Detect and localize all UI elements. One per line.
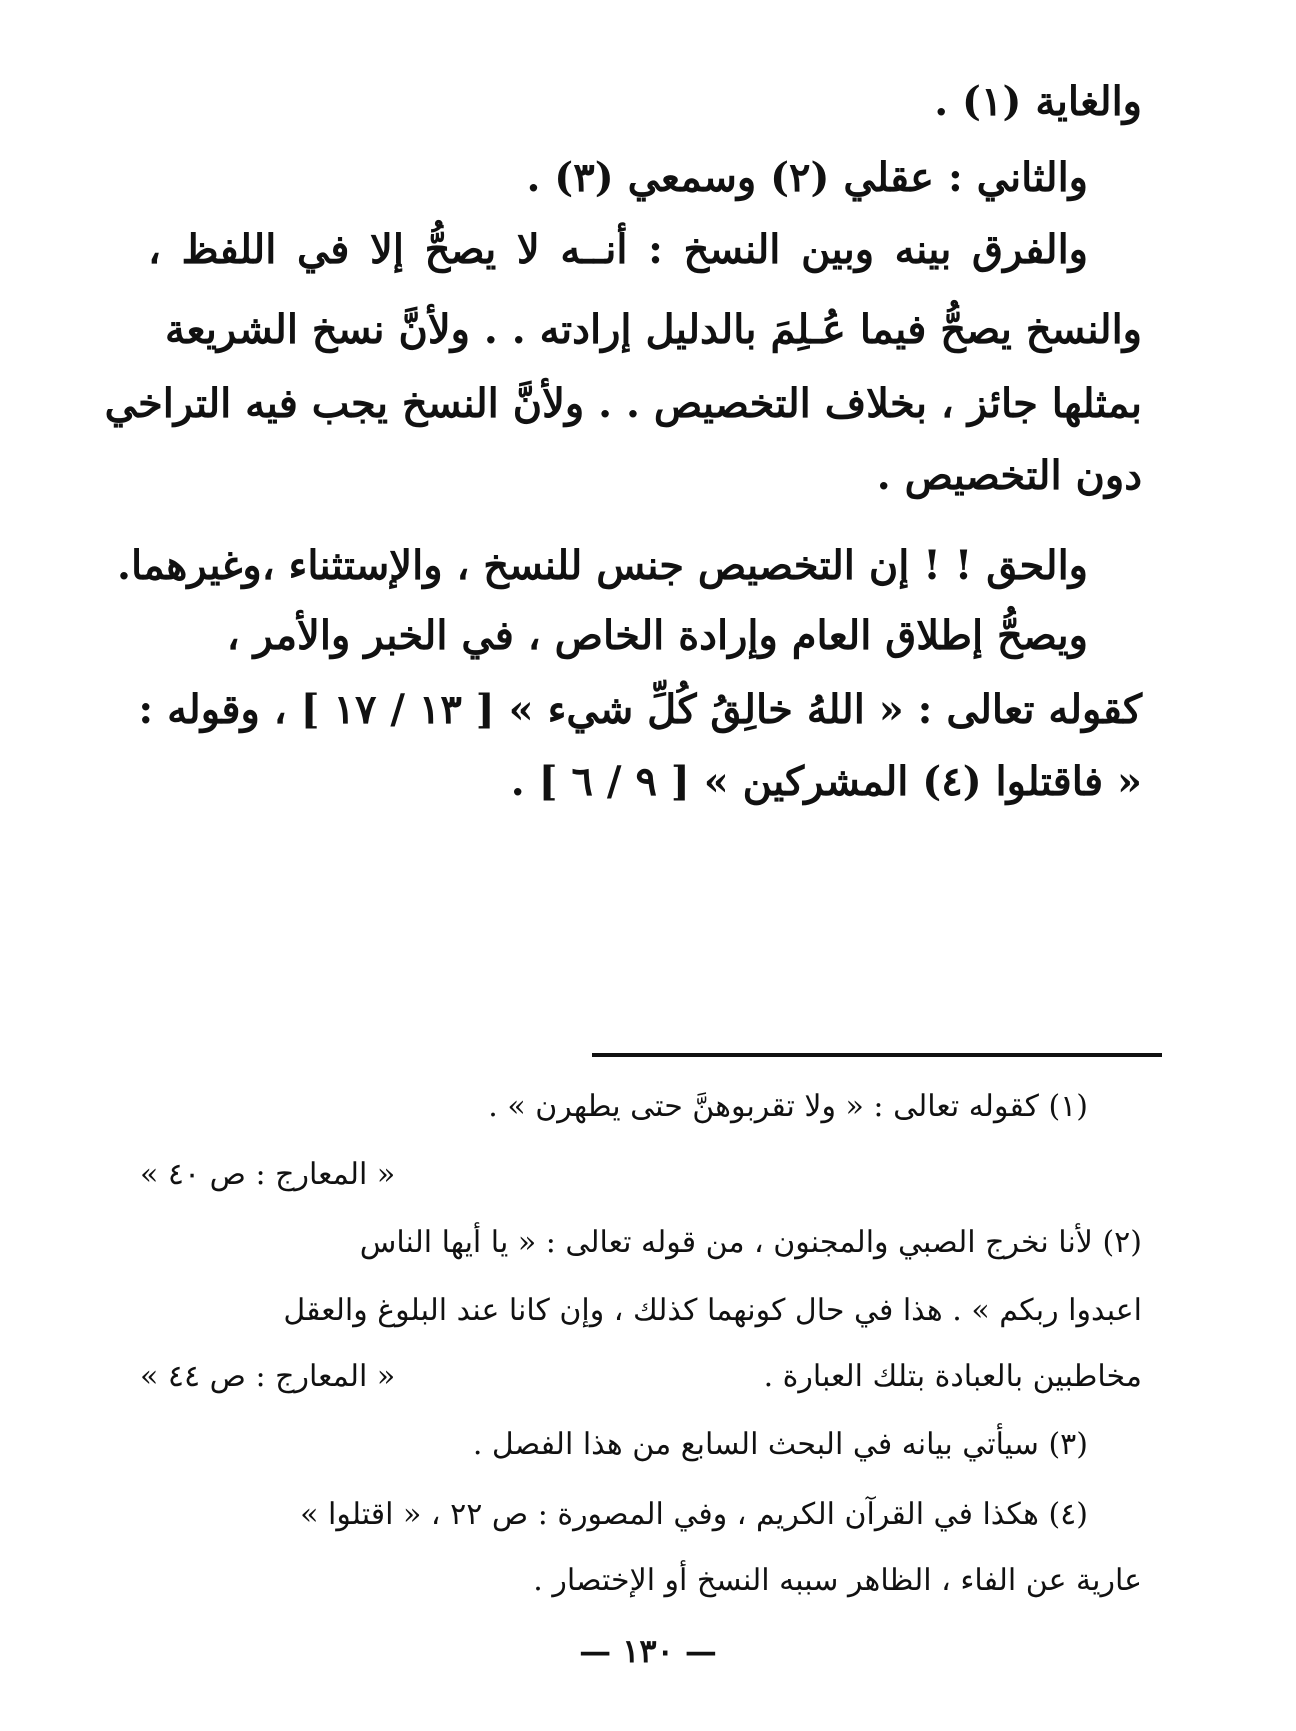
footnote-4-line-2: عارية عن الفاء ، الظاهر سببه النسخ أو الإختصار .	[533, 1563, 1142, 1598]
footnote-2-line-2: اعبدوا ربكم » . هذا في حال كونهما كذلك ، وإن كانا عند البلوغ والعقل	[283, 1293, 1142, 1328]
footnote-1: (١) كقوله تعالى : « ولا تقربوهنَّ حتى يطهرن » .	[488, 1089, 1088, 1124]
body-line-1: والغاية (١) .	[934, 78, 1142, 125]
footnote-2-line-1: (٢) لأنا نخرج الصبي والمجنون ، من قوله تعالى : « يا أيها الناس	[359, 1225, 1142, 1260]
body-line-9: كقوله تعالى : « اللهُ خالِقُ كُلِّ شيء » [ ١٣ / ١٧ ] ، وقوله :	[138, 686, 1142, 733]
footnote-divider	[592, 1053, 1162, 1057]
body-line-5: بمثلها جائز ، بخلاف التخصيص . . ولأنَّ النسخ يجب فيه التراخي	[104, 380, 1142, 427]
body-line-7: والحق ! ! إن التخصيص جنس للنسخ ، والإستثناء ،وغيرهما.	[117, 542, 1088, 589]
footnote-2-line-3: مخاطبين بالعبادة بتلك العبارة .	[763, 1359, 1142, 1394]
page-number: — ١٣٠ —	[579, 1632, 717, 1670]
body-line-10: « فاقتلوا (٤) المشركين » [ ٩ / ٦ ] .	[510, 758, 1142, 805]
footnote-4-line-1: (٤) هكذا في القرآن الكريم ، وفي المصورة : ص ٢٢ ، « اقتلوا »	[300, 1497, 1088, 1532]
body-line-8: ويصحُّ إطلاق العام وإرادة الخاص ، في الخبر والأمر ،	[226, 612, 1088, 659]
body-line-2: والثاني : عقلي (٢) وسمعي (٣) .	[526, 154, 1088, 201]
footnote-3: (٣) سيأتي بيانه في البحث السابع من هذا الفصل .	[472, 1427, 1088, 1462]
footnote-2-source: « المعارج : ص ٤٤ »	[140, 1359, 396, 1394]
body-line-3: والفرق بينه وبين النسخ : أنــه لا يصحُّ إلا في اللفظ ،	[148, 226, 1088, 273]
body-line-4: والنسخ يصحُّ فيما عُـلِمَ بالدليل إرادته . . ولأنَّ نسخ الشريعة	[165, 306, 1142, 353]
footnote-1-source: « المعارج : ص ٤٠ »	[140, 1157, 396, 1192]
body-line-6: دون التخصيص .	[876, 452, 1142, 499]
